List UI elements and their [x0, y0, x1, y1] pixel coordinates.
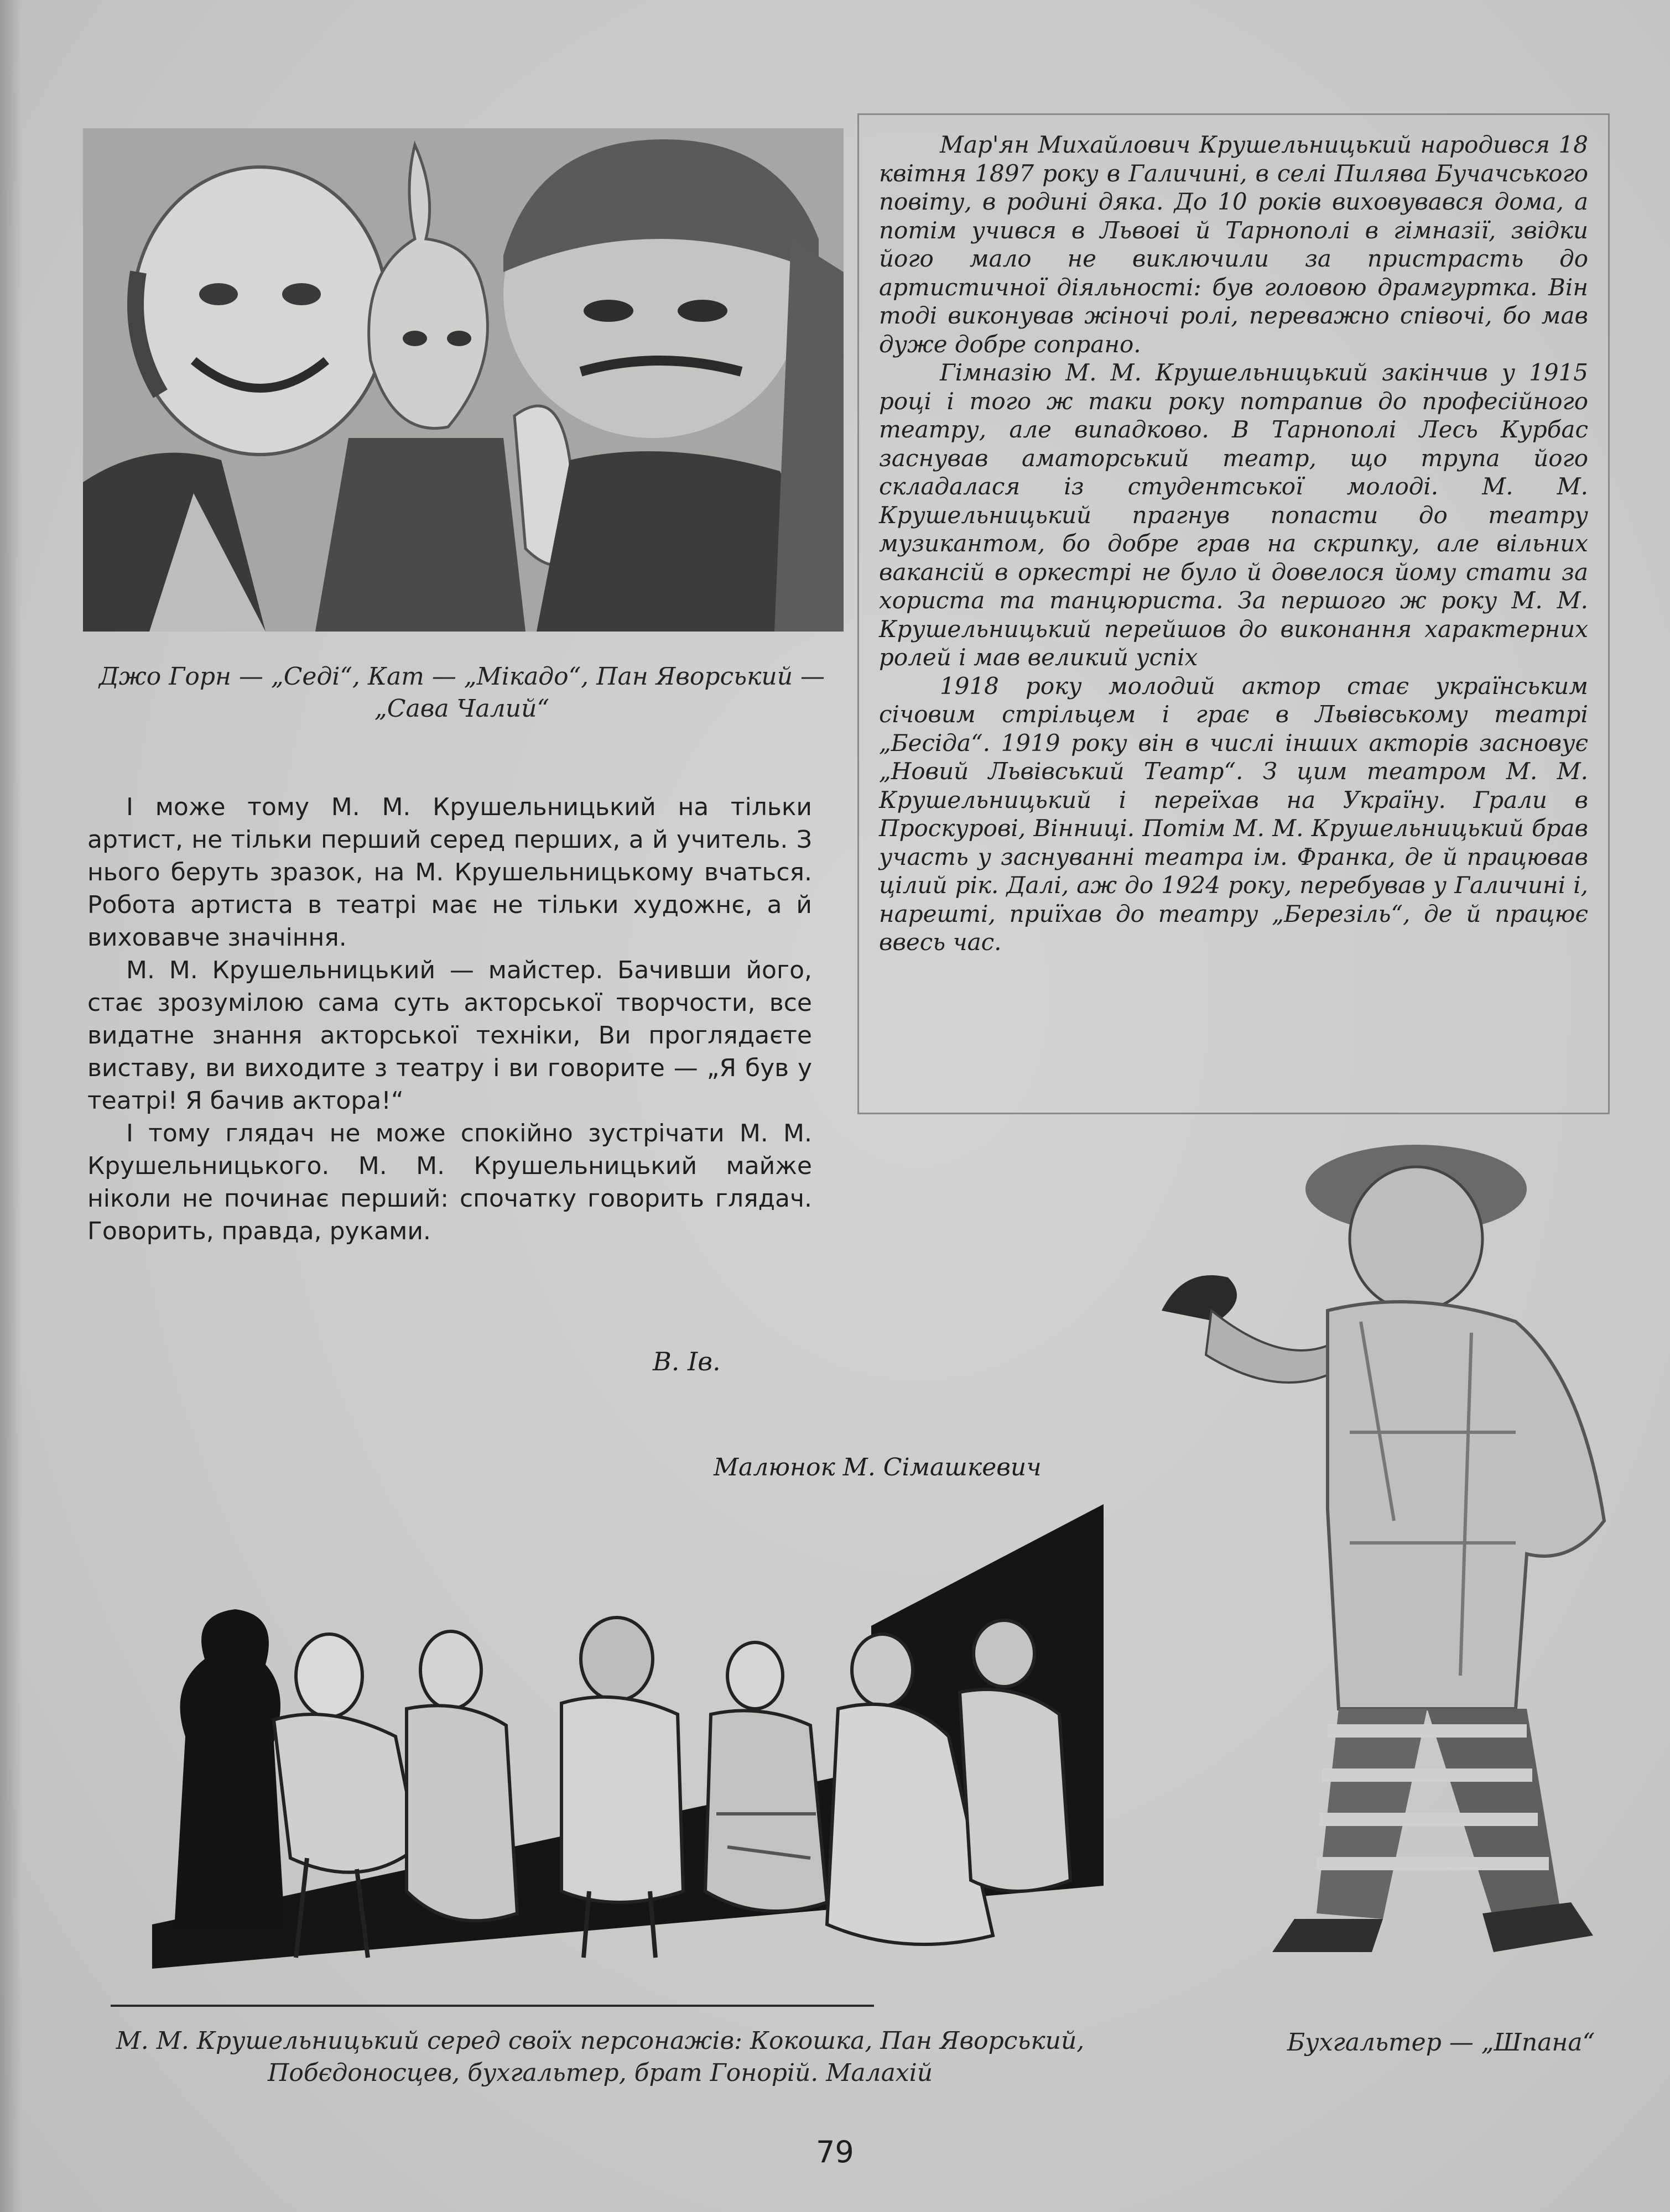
author-signature: В. Ів.	[653, 1347, 721, 1376]
characters-drawing	[108, 1504, 1104, 1974]
biography-paragraph: Мар'ян Михайлович Крушельницький народився 18 квітня 1897 року в Галичині, в селі Пилява Бучачського повіту, в родині дяка. До 10 років виховувався дома, а потім учився в Львові й Тарнополі в гімназії, звідки його мало не виключили за пристрасть до артистичної діяльності: був головою драмгуртка. Він тоді виконував жіночі ролі, переважно співочі, бо мав дуже добре сопрано.	[879, 131, 1588, 358]
biography-box	[857, 113, 1610, 1114]
article-body	[87, 791, 812, 1248]
page-spine-shadow	[0, 0, 22, 2212]
three-actors-caption: Джо Горн — „Седі“, Кат — „Мікадо“, Пан Яворський — „Сава Чалий“	[98, 662, 825, 723]
accountant-caption: Бухгальтер — „Шпана“	[1287, 2028, 1595, 2057]
body-paragraph: І може тому М. М. Крушельницький на тільки артист, не тільки перший серед перших, а й учитель. З нього беруть зразок, на М. Крушельницькому вчаться. Робота артиста в театрі має не тільки художнє, а й виховавче значіння.	[87, 793, 812, 952]
drawing-ground-line	[111, 2005, 874, 2007]
page-number: 79	[816, 2135, 854, 2169]
biography-paragraph: 1918 року молодий актор стає українським січовим стрільцем і грає в Львівському театрі „Бесіда“. 1919 року він в числі інших акторів засновує „Новий Львівський Театр“. З цим театром М. М. Крушельницький і переїхав на Україну. Грали в Проскурові, Вінниці. Потім М. М. Крушельницький брав участь у заснуванні театра ім. Франка, де й працював цілий рік. Далі, аж до 1924 року, перебував у Галичині і, нарешті, приїхав до театру „Березіль“, де й працює ввесь час.	[879, 672, 1588, 956]
biography-paragraph: Гімназію М. М. Крушельницький закінчив у 1915 році і того ж таки року потрапив до професійного театру, але випадково. В Тарнополі Лесь Курбас заснував аматорський театр, що трупа його складалася із студентської молоді. М. М. Крушельницький прагнув попасти до театру музикантом, бо добре грав на скрипку, але вільних вакансій в оркестрі не було й довелося йому стати за хориста та танцюриста. За першого ж року М. М. Крушельницький перейшов до виконання характерних ролей і мав великий успіх	[879, 359, 1588, 671]
body-paragraph: М. М. Крушельницький — майстер. Бачивши його, стає зрозумілою сама суть акторської творчости, все видатне знання акторської техніки, Ви проглядаєте виставу, ви виходите з театру і ви говорите — „Я був у театрі! Я бачив актора!“	[87, 956, 812, 1115]
three-actors-photo	[83, 128, 844, 632]
body-paragraph: І тому глядач не може спокійно зустрічати М. М. Крушельницького. М. М. Крушельницький майже ніколи не починає перший: спочатку говорить глядач. Говорить, правда, руками.	[87, 1119, 812, 1245]
accountant-photo	[1128, 1123, 1626, 1985]
drawing-credit: Малюнок М. Сімашкевич	[714, 1453, 1042, 1481]
drawing-caption: М. М. Крушельницький серед своїх персонажів: Кокошка, Пан Яворський, Побєдоносцев, бухгальтер, брат Гонорій. Малахій	[116, 2027, 1085, 2087]
